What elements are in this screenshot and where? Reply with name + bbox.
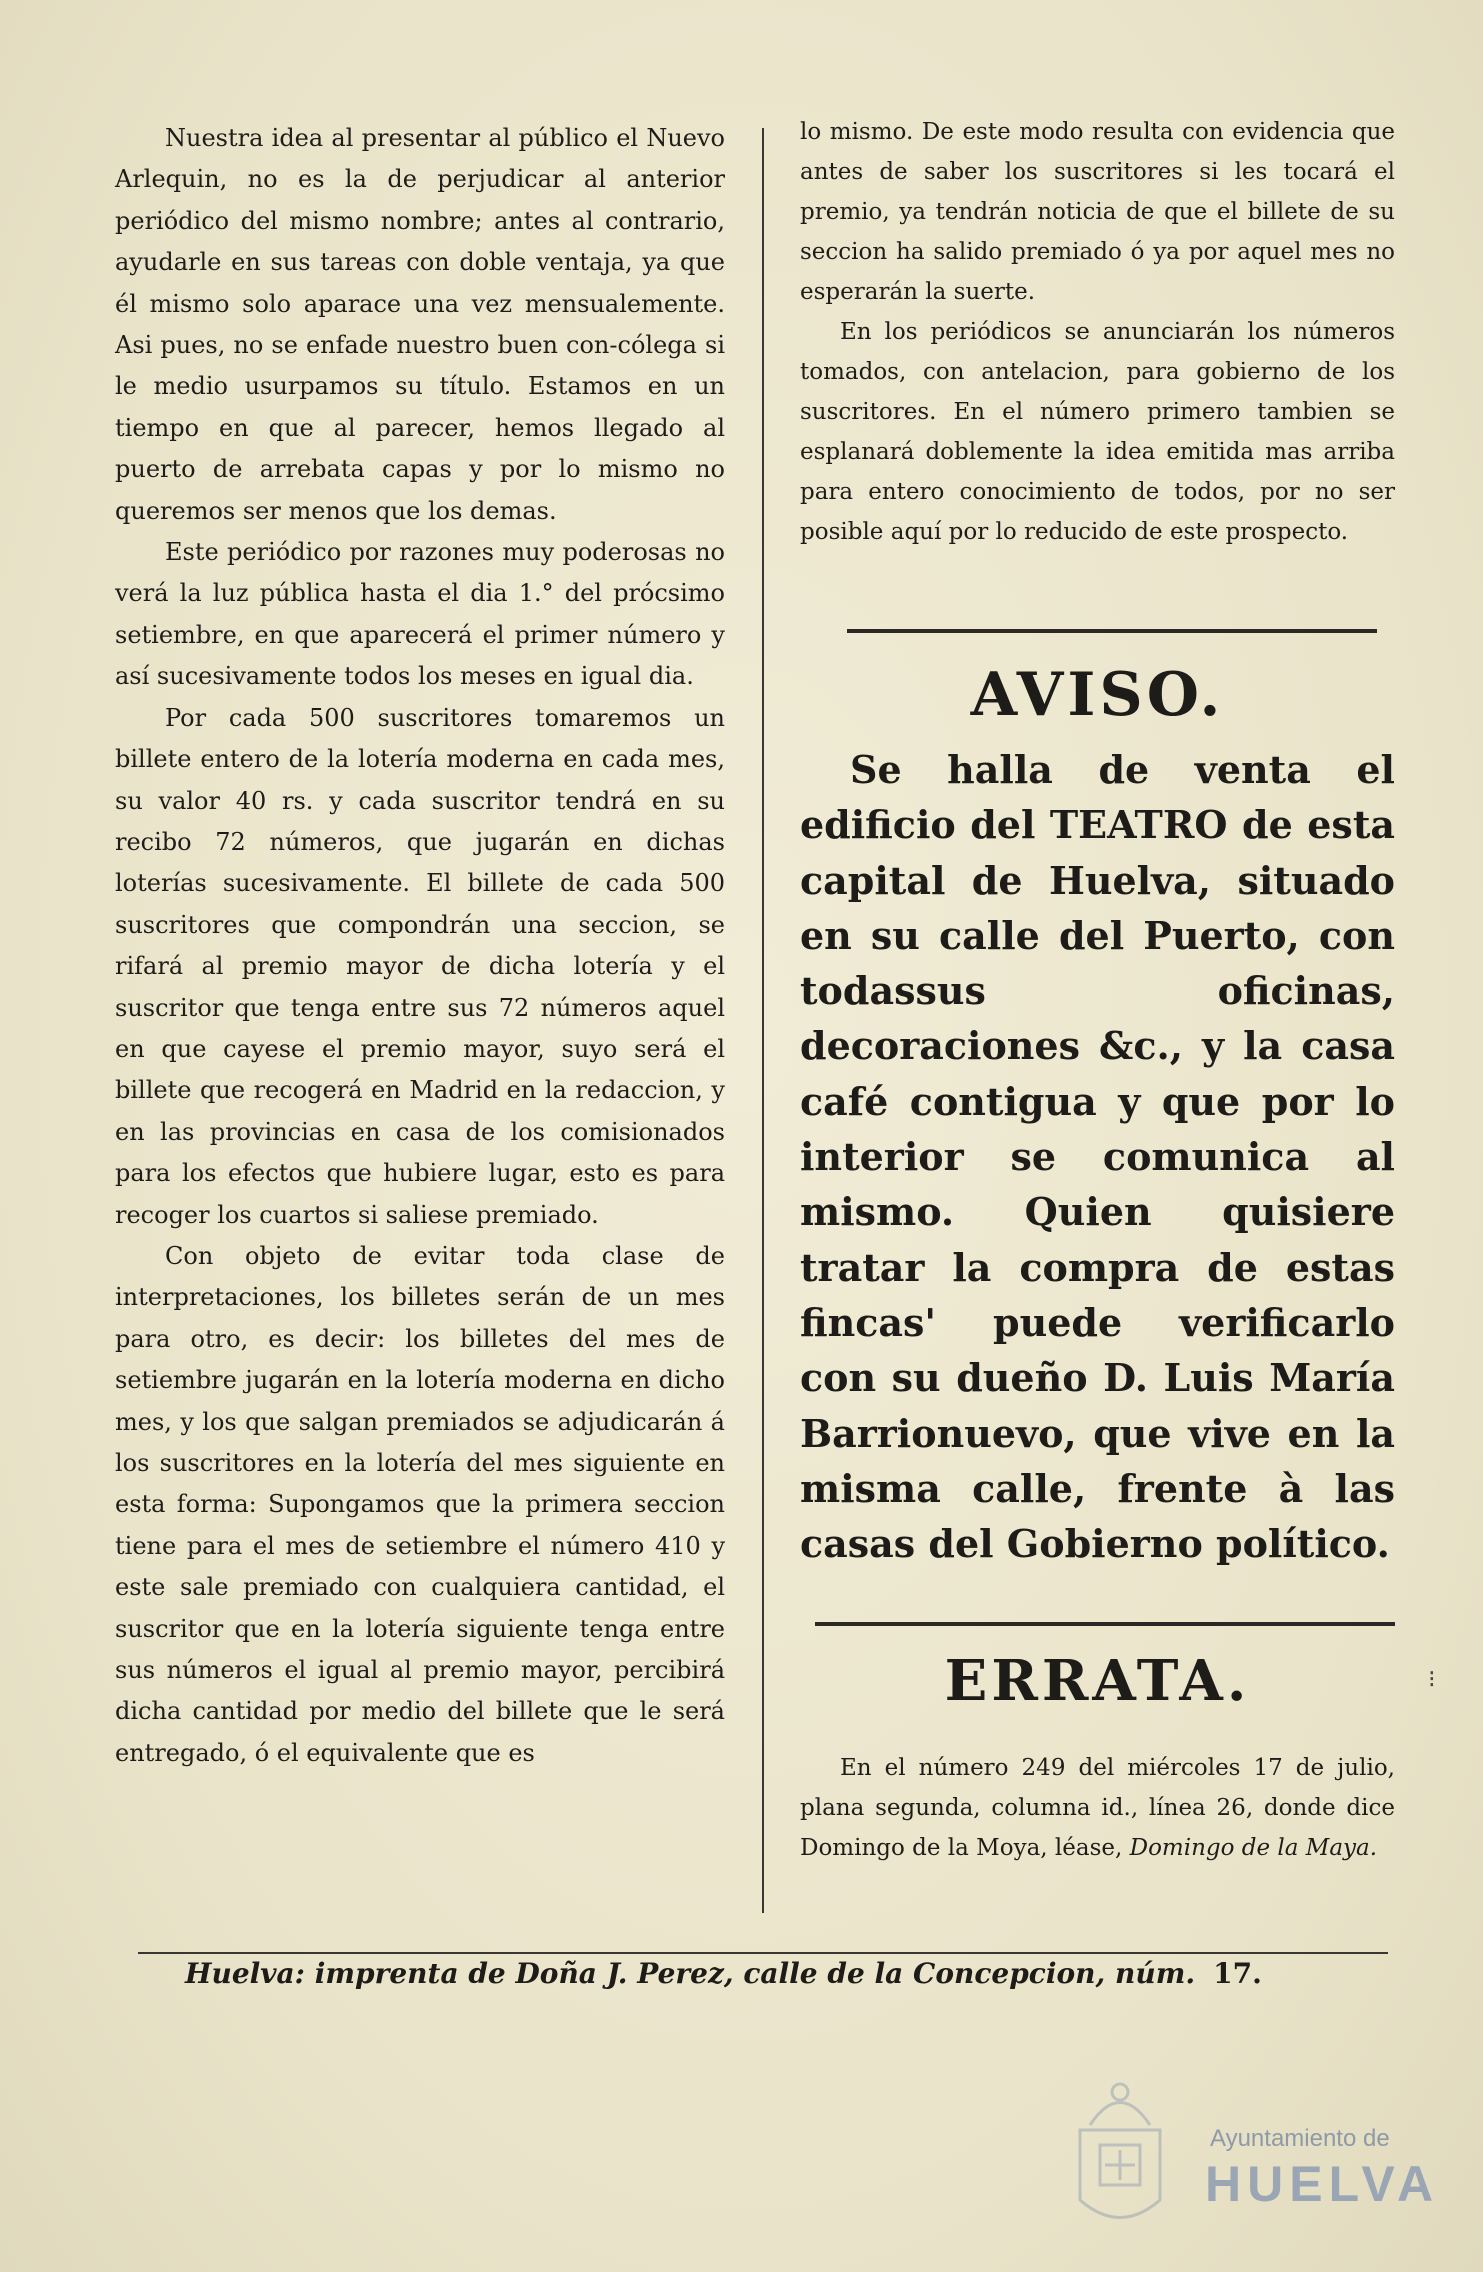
footer-divider: [138, 1952, 1388, 1954]
column-divider: [762, 128, 764, 1913]
paragraph-announcements: En los periódicos se anunciarán los números tomados, con antelacion, para gobierno de los suscritores. En el número primero tambien se esplanará doblemente la idea emitida mas arriba para entero conocimiento de todos, por no ser posible aquí por lo reducido de este prospecto.: [800, 319, 1395, 545]
errata-correction: Domingo de la Maya.: [1129, 1835, 1378, 1861]
aviso-body: Se halla de venta el edificio del TEATRO de esta capital de Huelva, situado en su calle del Puerto, con todassus oficinas, decoraciones &c., y la casa café contigua y que por lo interior se comunica al mismo. Quien quisiere tratar la compra de estas fincas' puede verificarlo con su dueño D. Luis María Barrionuevo, que vive en la misma calle, frente à las casas del Gobierno político.: [800, 747, 1395, 1567]
section-divider-errata: [815, 1622, 1395, 1626]
imprint-line: [185, 1957, 1375, 1990]
imprint-number: 17.: [1213, 1957, 1262, 1990]
paragraph-publication-date: Este periódico por razones muy poderosas no verá la luz pública hasta el dia 1.° del prócsimo setiembre, en que aparecerá el primer número y así sucesivamente todos los meses en igual dia.: [115, 538, 725, 691]
left-column: [115, 118, 725, 1774]
imprint-text: Huelva: imprenta de Doña J. Perez, calle de la Concepcion, núm.: [185, 1957, 1196, 1990]
errata-body: [800, 1748, 1395, 1868]
paragraph-continuation: lo mismo. De este modo resulta con evidencia que antes de saber los suscritores si les tocará el premio, ya tendrán noticia de que el billete de su seccion ha salido premiado ó ya por aquel mes no esperarán la suerte.: [800, 119, 1395, 305]
paragraph-interpretation: Con objeto de evitar toda clase de interpretaciones, los billetes serán de un mes para otro, es decir: los billetes del mes de setiembre jugarán en la lotería moderna en dicho mes, y los que salgan premiados se adjudicarán á los suscritores en la lotería del mes siguiente en esta forma: Supongamos que la primera seccion tiene para el mes de setiembre el número 410 y este sale premiado con cualquiera cantidad, el suscritor que en la lotería siguiente tenga entre sus números el igual al premio mayor, percibirá dicha cantidad por medio del billete que le será entregado, ó el equivalente que es: [115, 1241, 725, 1767]
paragraph-lottery: Por cada 500 suscritores tomaremos un billete entero de la lotería moderna en cada mes, su valor 40 rs. y cada suscritor tendrá en su recibo 72 números, que jugarán en dichas loterías sucesivamente. El billete de cada 500 suscritores que compondrán una seccion, se rifará al premio mayor de dicha lotería y el suscritor que tenga entre sus 72 números aquel en que cayese el premio mayor, suyo será el billete que recogerá en Madrid en la redaccion, y en las provincias en casa de los comisionados para los efectos que hubiere lugar, esto es para recoger los cuartos si saliese premiado.: [115, 703, 725, 1229]
watermark-line1: Ayuntamiento de: [1210, 2125, 1390, 2152]
section-divider-aviso: [847, 629, 1377, 633]
paragraph-intro: Nuestra idea al presentar al público el Nuevo Arlequin, no es la de perjudicar al anterior periódico del mismo nombre; antes al contrario, ayudarle en sus tareas con doble ventaja, ya que él mismo solo aparace una vez mensualemente. Asi pues, no se enfade nuestro buen con-cólega si le medio usurpamos su título. Estamos en un tiempo en que al parecer, hemos llegado al puerto de arrebata capas y por lo mismo no queremos ser menos que los demas.: [115, 124, 725, 525]
prospect-text: [800, 112, 1395, 552]
watermark-line2: HUELVA: [1205, 2156, 1440, 2212]
margin-mark: ⁝: [1428, 1665, 1436, 1693]
aviso-heading: AVISO.: [970, 660, 1225, 730]
errata-text: En el número 249 del miércoles 17 de julio, plana segunda, columna id., línea 26, donde dice Domingo de la Moya, léase,: [800, 1755, 1395, 1861]
errata-heading: ERRATA.: [944, 1648, 1251, 1714]
right-column: [800, 112, 1395, 552]
